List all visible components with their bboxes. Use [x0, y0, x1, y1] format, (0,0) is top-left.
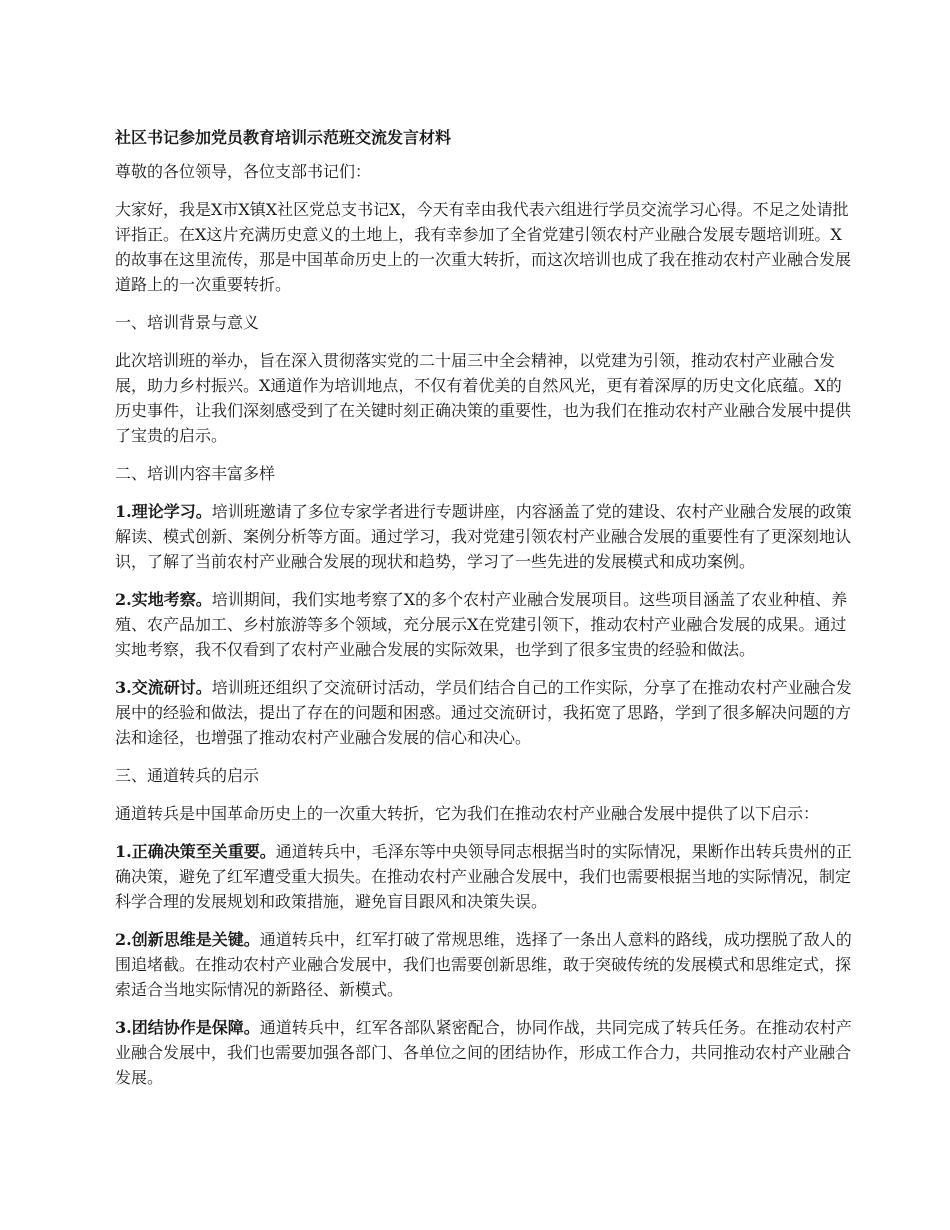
intro-paragraph: 大家好，我是X市X镇X社区党总支书记X，今天有幸由我代表六组进行学员交流学习心得。不足之处请批评指正。在X这片充满历史意义的土地上，我有幸参加了全省党建引领农村产业融合发展专题培训班。X的故事在这里流传，那是中国革命历史上的一次重大转折，而这次培训也成了我在推动农村产业融合发展道路上的一次重要转折。	[115, 200, 852, 294]
item-text: 通道转兵中，红军打破了常规思维，选择了一条出人意料的路线，成功摆脱了敌人的围追堵截。在推动农村产业融合发展中，我们也需要创新思维，敢于突破传统的发展模式和思维定式，探索适合当地实际情况的新路径、新模式。	[115, 930, 852, 999]
item-text: 通道转兵中，毛泽东等中央领导同志根据当时的实际情况，果断作出转兵贵州的正确决策，避免了红军遭受重大损失。在推动农村产业融合发展中，我们也需要根据当地的实际情况，制定科学合理的发展规划和政策措施，避免盲目跟风和决策失误。	[115, 842, 852, 911]
item-lead: 2.实地考察。	[115, 590, 212, 609]
item-text: 培训班还组织了交流研讨活动，学员们结合自己的工作实际，分享了在推动农村产业融合发展中的经验和做法，提出了存在的问题和困惑。通过交流研讨，我拓宽了思路，学到了很多解决问题的方法和途径，也增强了推动农村产业融合发展的信心和决心。	[115, 678, 852, 747]
salutation: 尊敬的各位领导，各位支部书记们：	[115, 162, 372, 181]
item-lead: 1.正确决策至关重要。	[115, 842, 276, 861]
document-page	[115, 125, 855, 1103]
section-heading-background: 一、培训背景与意义	[115, 313, 260, 332]
section-heading-content: 二、培训内容丰富多样	[115, 464, 276, 483]
item-text: 通道转兵中，红军各部队紧密配合，协同作战，共同完成了转兵任务。在推动农村产业融合发展中，我们也需要加强各部门、各单位之间的团结协作，形成工作合力，共同推动农村产业融合发展。	[115, 1018, 852, 1087]
inspiration-intro: 通道转兵是中国革命历史上的一次重大转折，它为我们在推动农村产业融合发展中提供了以下启示：	[115, 804, 820, 823]
content-item-theory	[115, 499, 855, 574]
content-item-discussion	[115, 675, 855, 750]
item-lead: 2.创新思维是关键。	[115, 930, 260, 949]
content-item-field-visit	[115, 587, 855, 662]
item-lead: 3.交流研讨。	[115, 678, 212, 697]
inspiration-item-decision	[115, 839, 855, 914]
document-title: 社区书记参加党员教育培训示范班交流发言材料	[115, 128, 452, 147]
section-heading-inspiration: 三、通道转兵的启示	[115, 766, 260, 785]
item-lead: 1.理论学习。	[115, 502, 212, 521]
background-paragraph: 此次培训班的举办，旨在深入贯彻落实党的二十届三中全会精神，以党建为引领，推动农村产业融合发展，助力乡村振兴。X通道作为培训地点，不仅有着优美的自然风光，更有着深厚的历史文化底蕴。X的历史事件，让我们深刻感受到了在关键时刻正确决策的重要性，也为我们在推动农村产业融合发展中提供了宝贵的启示。	[115, 351, 852, 445]
inspiration-item-innovation	[115, 927, 855, 1002]
item-lead: 3.团结协作是保障。	[115, 1018, 260, 1037]
item-text: 培训班邀请了多位专家学者进行专题讲座，内容涵盖了党的建设、农村产业融合发展的政策解读、模式创新、案例分析等方面。通过学习，我对党建引领农村产业融合发展的重要性有了更深刻地认识，了解了当前农村产业融合发展的现状和趋势，学习了一些先进的发展模式和成功案例。	[115, 502, 852, 571]
item-text: 培训期间，我们实地考察了X的多个农村产业融合发展项目。这些项目涵盖了农业种植、养殖、农产品加工、乡村旅游等多个领域，充分展示X在党建引领下，推动农村产业融合发展的成果。通过实地考察，我不仅看到了农村产业融合发展的实际效果，也学到了很多宝贵的经验和做法。	[115, 590, 848, 659]
inspiration-item-teamwork	[115, 1015, 855, 1090]
